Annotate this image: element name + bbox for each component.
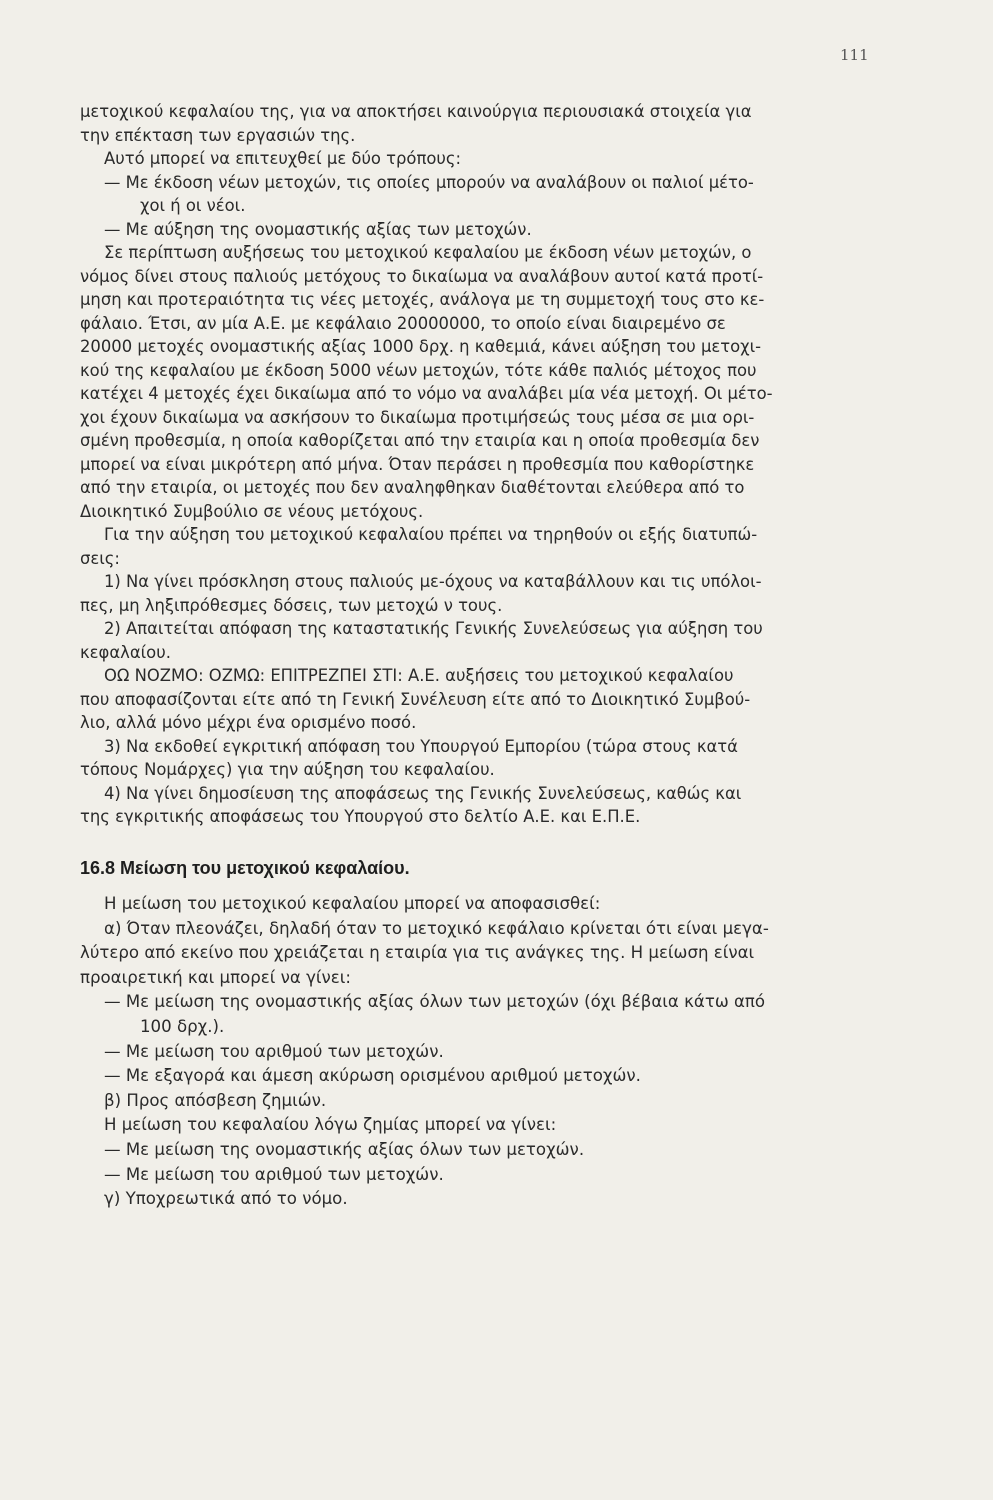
- text-line: λιο, αλλά μόνο μέχρι ένα ορισμένο ποσό.: [80, 713, 417, 732]
- text-line: μετοχικού κεφαλαίου της, για να αποκτήσει καινούργια περιουσιακά στοιχεία για: [80, 102, 752, 121]
- list-item: — Με μείωση του αριθμού των μετοχών.: [104, 1164, 444, 1184]
- text-line: Για την αύξηση του μετοχικού κεφαλαίου πρέπει να τηρηθούν οι εξής διατυπώ-: [104, 525, 758, 544]
- text-line: μηση και προτεραιότητα τις νέες μετοχές, ανάλογα με τη συμμετοχή τους στο κε-: [80, 290, 765, 309]
- list-item: — Με αύξηση της ονομαστικής αξίας των μετοχών.: [104, 219, 532, 239]
- numbered-item: 2) Απαιτείται απόφαση της καταστατικής Γενικής Συνελεύσεως για αύξηση του: [104, 619, 763, 638]
- text-line: νόμος δίνει στους παλιούς μετόχους το δικαίωμα να αναλάβουν αυτοί κατά προτί-: [80, 266, 764, 286]
- list-item-cont: χοι ή οι νέοι.: [140, 196, 246, 215]
- paragraph: Αυτό μπορεί να επιτευχθεί με δύο τρόπους:: [104, 149, 461, 168]
- numbered-item: 1) Να γίνει πρόσκληση στους παλιούς με-όχους να καταβάλλουν και τις υπόλοι-: [104, 572, 762, 591]
- text-line: κού της κεφαλαίου με έκδοση 5000 νέων μετοχών, τότε κάθε παλιός μέτοχος που: [80, 360, 757, 380]
- list-item-cont: 100 δρχ.).: [140, 1016, 225, 1036]
- text-line: Η μείωση του μετοχικού κεφαλαίου μπορεί να αποφασισθεί:: [104, 894, 601, 913]
- text-line: Η μείωση του κεφαλαίου λόγω ζημίας μπορεί να γίνει:: [104, 1115, 557, 1135]
- text-line: β) Προς απόσβεση ζημιών.: [104, 1090, 327, 1110]
- text-line: την επέκταση των εργασιών της.: [80, 125, 356, 145]
- text-line: της εγκριτικής αποφάσεως του Υπουργού στο δελτίο Α.Ε. και Ε.Π.Ε.: [80, 807, 641, 826]
- list-item: — Με μείωση του αριθμού των μετοχών.: [104, 1041, 444, 1061]
- text-line: πες, μη ληξιπρόθεσμες δόσεις, των μετοχώ ν τους.: [80, 595, 503, 615]
- text-line: χοι έχουν δικαίωμα να ασκήσουν το δικαίωμα προτιμήσεώς τους μέσα σε μια ορι-: [80, 407, 755, 427]
- text-line: μπορεί να είναι μικρότερη από μήνα. Όταν περάσει η προθεσμία που καθορίστηκε: [80, 454, 755, 474]
- list-item: — Με έκδοση νέων μετοχών, τις οποίες μπορούν να αναλάβουν οι παλιοί μέτο-: [104, 172, 754, 192]
- numbered-item: 3) Να εκδοθεί εγκριτική απόφαση του Υπουργού Εμπορίου (τώρα στους κατά: [104, 736, 738, 756]
- text-line: προαιρετική και μπορεί να γίνει:: [80, 967, 351, 987]
- page-body: [80, 100, 895, 1212]
- text-line: 20000 μετοχές ονομαστικής αξίας 1000 δρχ. η καθεμιά, κάνει αύξηση του μετοχι-: [80, 337, 762, 356]
- text-line: Διοικητικό Συμβούλιο σε νέους μετόχους.: [80, 501, 424, 521]
- text-line: κατέχει 4 μετοχές έχει δικαίωμα από το νόμο να αναλάβει μία νέα μετοχή. Οι μέτο-: [80, 384, 773, 403]
- text-line: τόπους Νομάρχες) για την αύξηση του κεφαλαίου.: [80, 760, 495, 779]
- text-line: που αποφασίζονται είτε από τη Γενική Συνέλευση είτε από το Διοικητικό Συμβού-: [80, 689, 751, 709]
- text-line: ΟΩ ΝΟΖΜΟ: ΟΖΜΩ: ΕΠΙΤΡΕΖΠΕΙ ΣΤΙ: Α.Ε. αυξήσεις του μετοχικού κεφαλαίου: [104, 666, 734, 685]
- text-line: σεις:: [80, 548, 120, 568]
- text-line: φάλαιο. Έτσι, αν μία Α.Ε. με κεφάλαιο 20000000, το οποίο είναι διαιρεμένο σε: [80, 313, 726, 333]
- section-heading: 16.8 Μείωση του μετοχικού κεφαλαίου.: [80, 857, 410, 878]
- text-line: σμένη προθεσμία, η οποία καθορίζεται από την εταιρία και η οποία προθεσμία δεν: [80, 431, 760, 450]
- page-number: 111: [840, 46, 869, 64]
- text-line: κεφαλαίου.: [80, 642, 171, 662]
- list-item: — Με εξαγορά και άμεση ακύρωση ορισμένου αριθμού μετοχών.: [104, 1066, 641, 1086]
- text-line: Σε περίπτωση αυξήσεως του μετοχικού κεφαλαίου με έκδοση νέων μετοχών, ο: [104, 243, 752, 262]
- list-item: — Με μείωση της ονομαστικής αξίας όλων των μετοχών (όχι βέβαια κάτω από: [104, 992, 766, 1012]
- text-line: γ) Υποχρεωτικά από το νόμο.: [104, 1189, 348, 1209]
- text-line: από την εταιρία, οι μετοχές που δεν αναληφθηκαν διαθέτονται ελεύθερα από το: [80, 478, 745, 497]
- text-line: α) Όταν πλεονάζει, δηλαδή όταν το μετοχικό κεφάλαιο κρίνεται ότι είναι μεγα-: [104, 918, 769, 938]
- text-line: λύτερο από εκείνο που χρειάζεται η εταιρία για τις ανάγκες της. Η μείωση είναι: [80, 943, 755, 963]
- list-item: — Με μείωση της ονομαστικής αξίας όλων των μετοχών.: [104, 1139, 585, 1159]
- numbered-item: 4) Να γίνει δημοσίευση της αποφάσεως της Γενικής Συνελεύσεως, καθώς και: [104, 783, 742, 803]
